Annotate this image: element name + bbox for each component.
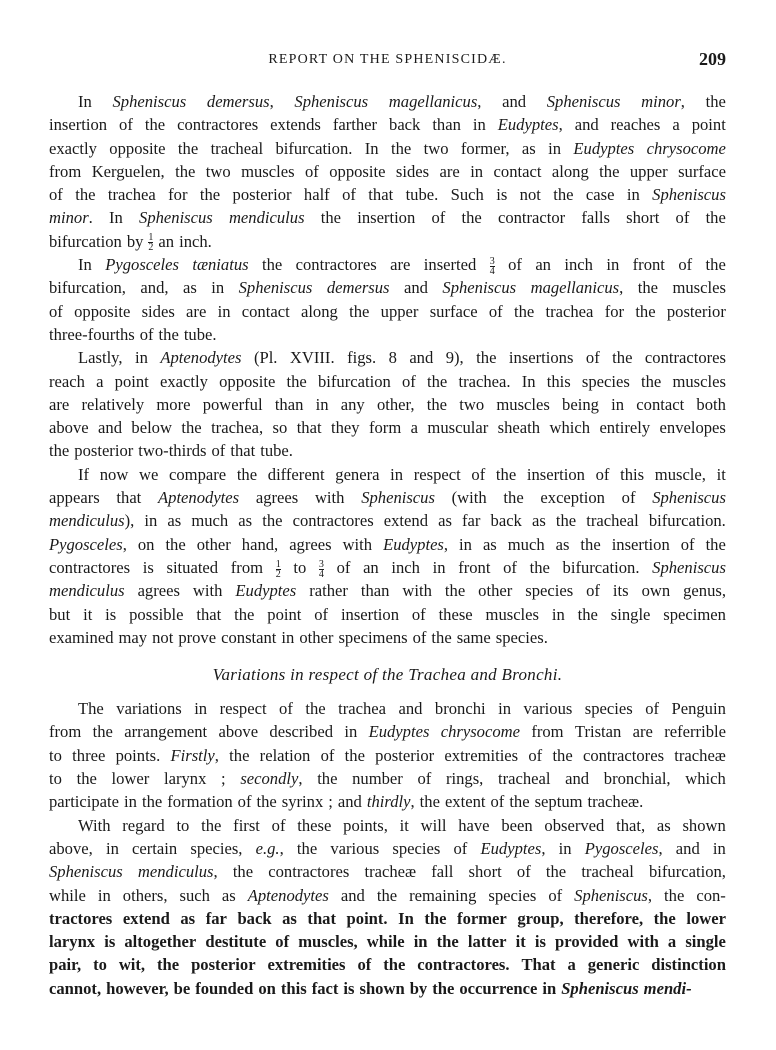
fraction: $\frac{1}{2}$: [275, 558, 281, 580]
fraction: $\frac{3}{4}$: [318, 558, 324, 580]
text-line: from the arrangement above described in Eudyptes chrysocome from Tristan are referrible: [49, 722, 726, 742]
text-line: participate in the formation of the syrinx ; and thirdly, the extent of the septum tracheæ.: [49, 792, 644, 812]
text-line: minor. In Spheniscus mendiculus the insertion of the contractor falls short of the: [49, 208, 726, 228]
body-text: [49, 90, 726, 1000]
text-line: to the lower larynx ; secondly, the number of rings, tracheal and bronchial, which: [49, 769, 726, 789]
fraction: $\frac{3}{4}$: [489, 255, 495, 277]
text-line: but it is possible that the point of insertion of these muscles in the single specimen: [49, 604, 726, 624]
text-line: The variations in respect of the trachea and bronchi in various species of Penguin: [78, 699, 726, 719]
text-line: Spheniscus mendiculus, the contractores tracheæ fall short of the tracheal bifurcation,: [49, 862, 726, 882]
paragraph: [49, 463, 726, 649]
paragraph: [49, 814, 726, 1000]
text-line: In Spheniscus demersus, Spheniscus magellanicus, and Spheniscus minor, the: [78, 92, 726, 111]
text-line: the posterior two-thirds of that tube.: [49, 441, 293, 461]
paragraph-group-1: [49, 90, 726, 649]
text-line: pair, to wit, the posterior extremities of the contractores. That a generic distinction: [49, 955, 726, 975]
text-line: With regard to the first of these points, it will have been observed that, as shown: [78, 815, 726, 835]
text-line: mendiculus), in as much as the contractores extend as far back as the tracheal bifurcation.: [49, 511, 726, 531]
text-line: Lastly, in Aptenodytes (Pl. XVIII. figs. 8 and 9), the insertions of the contractores: [78, 348, 726, 368]
page-header: [49, 49, 726, 76]
text-line: from Kerguelen, the two muscles of opposite sides are in contact along the upper surface: [49, 161, 726, 181]
text-line: above and below the trachea, so that they form a muscular sheath which entirely envelopes: [49, 418, 726, 438]
text-line: tractores extend as far back as that point. In the former group, therefore, the lower: [49, 908, 726, 928]
text-line: exactly opposite the tracheal bifurcation. In the two former, as in Eudyptes chrysocome: [49, 138, 726, 158]
text-line: above, in certain species, e.g., the various species of Eudyptes, in Pygosceles, and in: [49, 838, 726, 858]
paragraph: [49, 253, 726, 346]
text-line: In Pygosceles tæniatus the contractores are inserted $\frac{3}{4}$ of an inch in front of the: [78, 255, 726, 277]
text-line: of opposite sides are in contact along the upper surface of the trachea for the posterior: [49, 301, 726, 321]
text-line: while in others, such as Aptenodytes and the remaining species of Spheniscus, the con-: [49, 885, 726, 905]
paragraph: [49, 346, 726, 462]
paragraph: [49, 697, 726, 813]
text-line: mendiculus agrees with Eudyptes rather than with the other species of its own genus,: [49, 581, 726, 601]
text-line: cannot, however, be founded on this fact is shown by the occurrence in Spheniscus mendi-: [49, 978, 692, 998]
running-head: REPORT ON THE SPHENISCIDÆ.: [268, 52, 507, 67]
text-line: Pygosceles, on the other hand, agrees with Eudyptes, in as much as the insertion of the: [49, 534, 726, 554]
text-line: contractores is situated from $\frac{1}{2}$ to $\frac{3}{4}$ of an inch in front of the bifurcation. Spheniscus: [49, 557, 726, 580]
text-line: larynx is altogether destitute of muscles, while in the latter it is provided with a single: [49, 932, 726, 952]
text-line: examined may not prove constant in other specimens of the same species.: [49, 627, 548, 647]
text-line: insertion of the contractores extends farther back than in Eudyptes, and reaches a point: [49, 115, 726, 135]
text-line: to three points. Firstly, the relation of the posterior extremities of the contractores tracheæ: [49, 745, 726, 765]
fraction: $\frac{1}{2}$: [148, 232, 154, 254]
text-line: of the trachea for the posterior half of that tube. Such is not the case in Spheniscus: [49, 185, 726, 205]
text-line: three-fourths of the tube.: [49, 324, 217, 344]
page-number: 209: [699, 49, 726, 69]
text-line: reach a point exactly opposite the bifurcation of the trachea. In this species the muscles: [49, 371, 726, 391]
text-line: bifurcation by $\frac{1}{2}$ an inch.: [49, 231, 212, 254]
text-line: appears that Aptenodytes agrees with Spheniscus (with the exception of Spheniscus: [49, 488, 726, 508]
section-title: Variations in respect of the Trachea and Bronchi.: [212, 665, 563, 685]
text-line: are relatively more powerful than in any other, the two muscles being in contact both: [49, 394, 726, 414]
text-line: bifurcation, and, as in Spheniscus demersus and Spheniscus magellanicus, the muscles: [49, 278, 726, 298]
text-line: If now we compare the different genera in respect of the insertion of this muscle, it: [78, 464, 726, 484]
paragraph: [49, 90, 726, 253]
paragraph-group-2: [49, 697, 726, 1000]
